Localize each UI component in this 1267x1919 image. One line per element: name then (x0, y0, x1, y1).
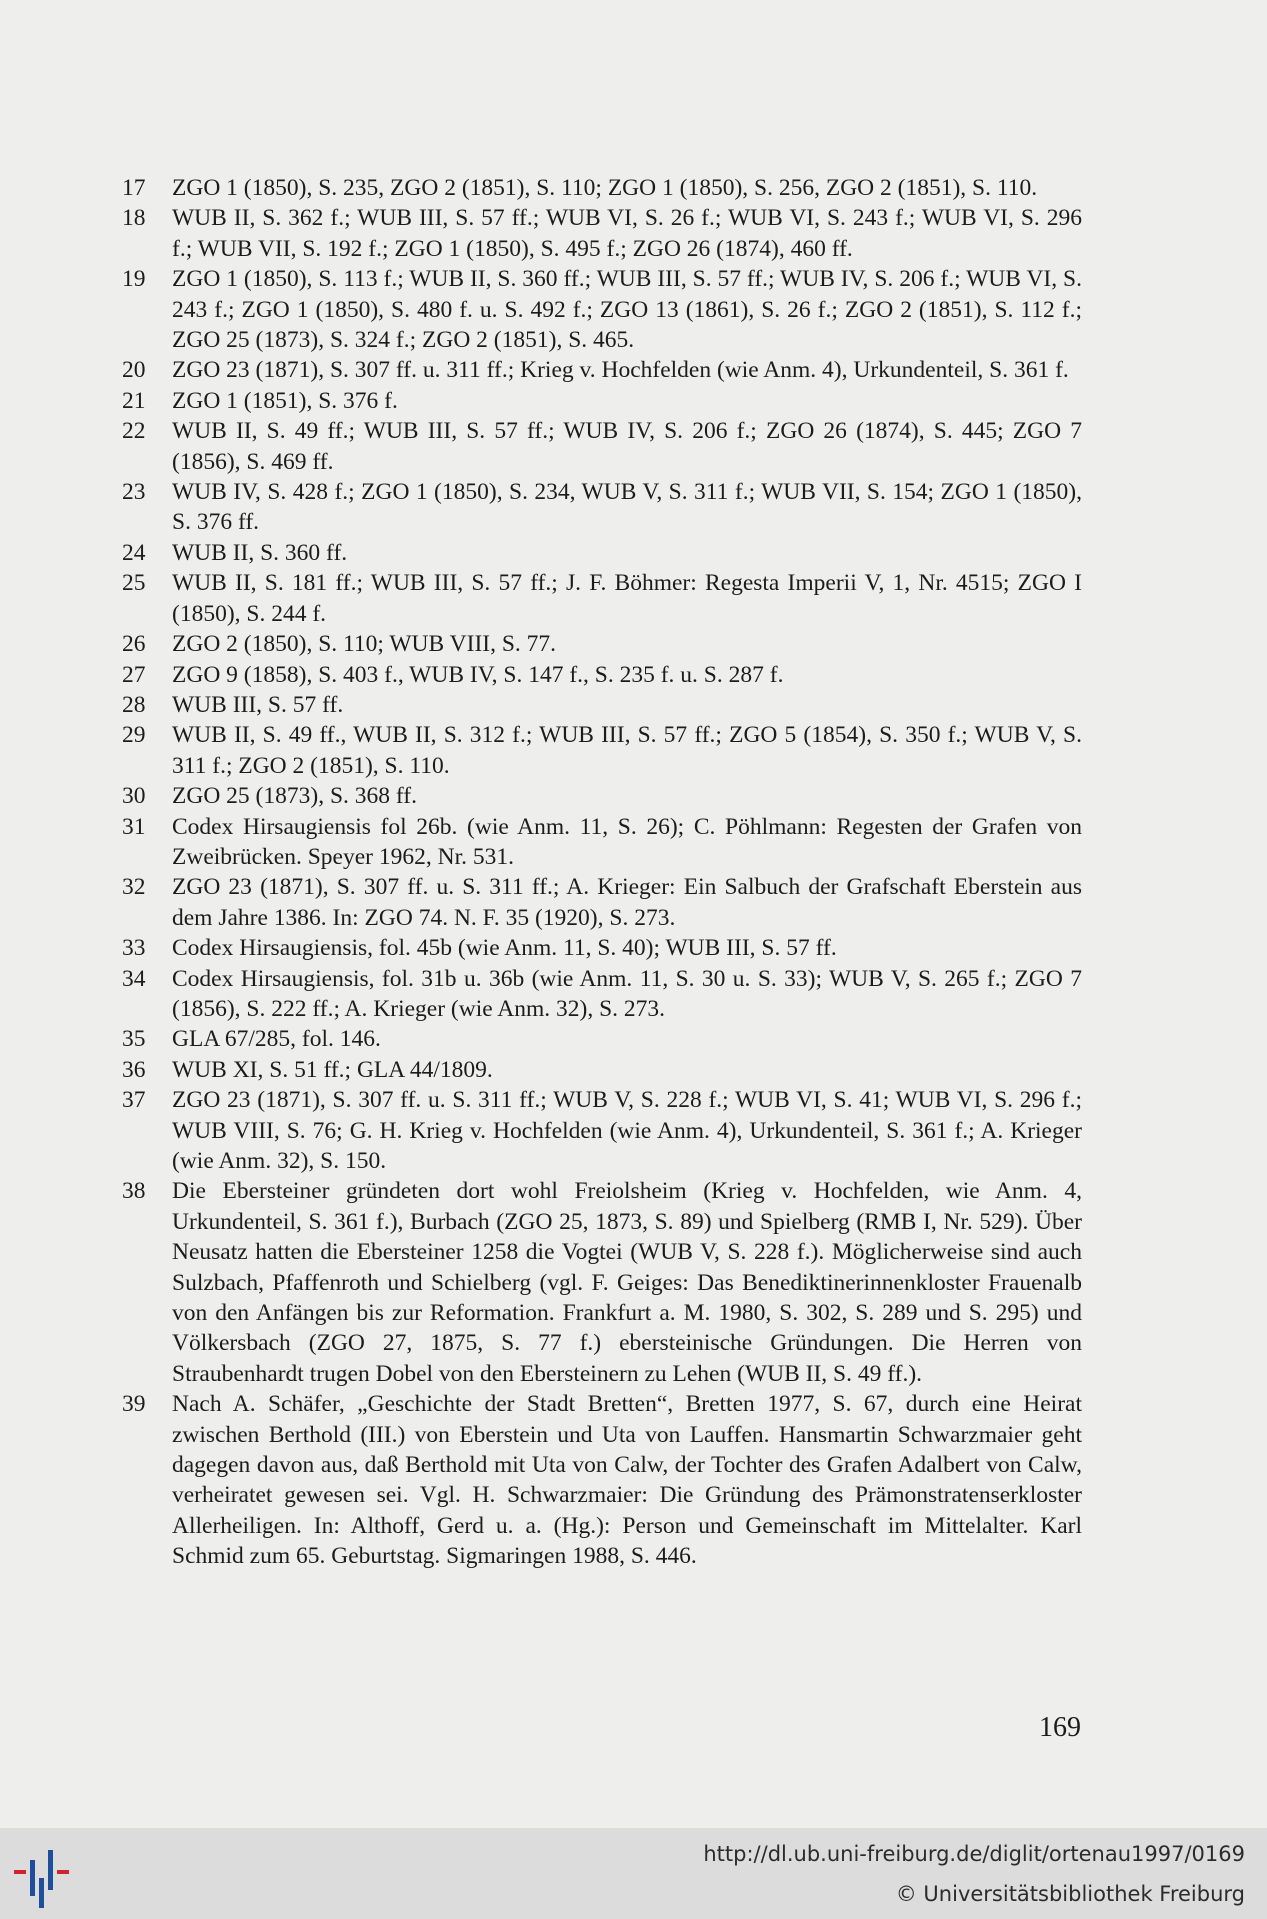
footnote-number: 20 (122, 357, 146, 384)
permalink-url[interactable]: http://dl.ub.uni-freiburg.de/diglit/ortenau1997/0169 (703, 1842, 1245, 1866)
footnote (122, 720, 1082, 781)
footnote-number: 23 (122, 479, 146, 506)
footnote-text: WUB III, S. 57 ff. (172, 691, 344, 718)
footnote-text: GLA 67/285, fol. 146. (172, 1026, 381, 1053)
ub-freiburg-logo-icon (12, 1850, 82, 1908)
page-number: 169 (1039, 1712, 1081, 1743)
footnote-text: Codex Hirsaugiensis fol 26b. (wie Anm. 11, S. 26); C. Pöhlmann: Regesten der Grafen von Zweibrücken. Speyer 1962, Nr. 531. (172, 813, 1082, 870)
footnote-text: Nach A. Schäfer, „Geschichte der Stadt Bretten“, Bretten 1977, S. 67, durch eine Heirat zwischen Berthold (III.) von Eberstein und Uta von Lauffen. Hansmartin Schwarzmaier geht dagegen davon aus, daß Berthold mit Uta von Calw, der Tochter des Grafen Adalbert von Calw, verheiratet gewesen sei. Vgl. H. Schwarzmaier: Die Gründung des Prämonstratenserkloster Allerheiligen. In: Althoff, Gerd u. a. (Hg.): Person und Gemeinschaft im Mittelalter. Karl Schmid zum 65. Geburtstag. Sigmaringen 1988, S. 446. (172, 1391, 1082, 1570)
footnote (122, 690, 1082, 720)
footnote (122, 964, 1082, 1025)
footnote (122, 355, 1082, 385)
footnote-number: 30 (122, 783, 146, 810)
library-footer (0, 1828, 1267, 1919)
footnote-text: WUB II, S. 181 ff.; WUB III, S. 57 ff.; J. F. Böhmer: Regesta Imperii V, 1, Nr. 4515; ZGO I (1850), S. 244 f. (172, 570, 1082, 627)
footnote-number: 32 (122, 874, 146, 901)
footnote-number: 17 (122, 175, 146, 201)
footnote (122, 1085, 1082, 1176)
footnote-number: 39 (122, 1391, 146, 1418)
footnote-text: ZGO 1 (1850), S. 235, ZGO 2 (1851), S. 110; ZGO 1 (1850), S. 256, ZGO 2 (1851), S. 110. (172, 175, 1038, 201)
footnote-number: 35 (122, 1026, 146, 1053)
footnote-text: ZGO 23 (1871), S. 307 ff. u. S. 311 ff.; WUB V, S. 228 f.; WUB VI, S. 41; WUB VI, S. 296 f.; WUB VIII, S. 76; G. H. Krieg v. Hochfelden (wie Anm. 4), Urkundenteil, S. 361 f.; A. Krieger (wie Anm. 32), S. 150. (172, 1087, 1082, 1174)
footnote (122, 173, 1082, 203)
footnote-number: 28 (122, 691, 146, 718)
footnote (122, 1176, 1082, 1389)
footnote-number: 33 (122, 935, 146, 962)
footnote-number: 29 (122, 722, 146, 749)
footnote-text: ZGO 1 (1850), S. 113 f.; WUB II, S. 360 ff.; WUB III, S. 57 ff.; WUB IV, S. 206 f.; WUB VI, S. 243 f.; ZGO 1 (1850), S. 480 f. u. S. 492 f.; ZGO 13 (1861), S. 26 f.; ZGO 2 (1851), S. 112 f.; ZGO 25 (1873), S. 324 f.; ZGO 2 (1851), S. 465. (172, 266, 1082, 354)
footnote (122, 660, 1082, 690)
footnote (122, 1024, 1082, 1054)
footnote (122, 477, 1082, 538)
footnote-text: Die Ebersteiner gründeten dort wohl Freiolsheim (Krieg v. Hochfelden, wie Anm. 4, Urkundenteil, S. 361 f.), Burbach (ZGO 25, 1873, S. 89) und Spielberg (RMB I, Nr. 529). Über Neusatz hatten die Ebersteiner 1258 die Vogtei (WUB V, S. 228 f.). Möglicherweise sind auch Sulzbach, Pfaffenroth und Schielberg (vgl. F. Geiges: Das Benediktinerinnenkloster Frauenalb von den Anfängen bis zur Reformation. Frankfurt a. M. 1980, S. 302, S. 289 und S. 295) und Völkersbach (ZGO 27, 1875, S. 77 f.) ebersteinische Gründungen. Die Herren von Straubenhardt trugen Dobel von den Ebersteinern zu Lehen (WUB II, S. 49 ff.). (172, 1178, 1082, 1387)
footnote (122, 629, 1082, 659)
footnote (122, 872, 1082, 933)
footnote-text: Codex Hirsaugiensis, fol. 31b u. 36b (wie Anm. 11, S. 30 u. S. 33); WUB V, S. 265 f.; ZGO 7 (1856), S. 222 ff.; A. Krieger (wie Anm. 32), S. 273. (172, 965, 1082, 1022)
footnote (122, 781, 1082, 811)
footnote (122, 1055, 1082, 1085)
footnote-number: 24 (122, 539, 146, 566)
footnote (122, 416, 1082, 477)
footnote-text: WUB II, S. 49 ff., WUB II, S. 312 f.; WUB III, S. 57 ff.; ZGO 5 (1854), S. 350 f.; WUB V, S. 311 f.; ZGO 2 (1851), S. 110. (172, 722, 1082, 779)
footnote-number: 37 (122, 1087, 146, 1114)
footnote-number: 18 (122, 205, 146, 232)
footnote (122, 1389, 1082, 1571)
footnote-number: 34 (122, 965, 146, 992)
footnote-text: ZGO 9 (1858), S. 403 f., WUB IV, S. 147 f., S. 235 f. u. S. 287 f. (172, 661, 784, 688)
footnote-number: 26 (122, 631, 146, 658)
footnote (122, 264, 1082, 355)
footnote-text: ZGO 2 (1850), S. 110; WUB VIII, S. 77. (172, 631, 557, 658)
footnote-text: WUB II, S. 362 f.; WUB III, S. 57 ff.; WUB VI, S. 26 f.; WUB VI, S. 243 f.; WUB VI, S. 296 f.; WUB VII, S. 192 f.; ZGO 1 (1850), S. 495 f.; ZGO 26 (1874), 460 ff. (172, 205, 1082, 262)
copyright-notice: © Universitätsbibliothek Freiburg (895, 1882, 1245, 1906)
footnote-text: ZGO 23 (1871), S. 307 ff. u. 311 ff.; Krieg v. Hochfelden (wie Anm. 4), Urkundenteil, S. 361 f. (172, 357, 1069, 384)
footnote (122, 933, 1082, 963)
footnote-number: 36 (122, 1056, 146, 1083)
footnote (122, 538, 1082, 568)
footnote (122, 812, 1082, 873)
footnote-number: 27 (122, 661, 146, 688)
footnote-text: WUB II, S. 360 ff. (172, 539, 348, 566)
footnote-text: WUB II, S. 49 ff.; WUB III, S. 57 ff.; WUB IV, S. 206 f.; ZGO 26 (1874), S. 445; ZGO 7 (1856), S. 469 ff. (172, 418, 1082, 475)
footnote (122, 386, 1082, 416)
footnote-number: 25 (122, 570, 146, 597)
footnote-text: WUB IV, S. 428 f.; ZGO 1 (1850), S. 234, WUB V, S. 311 f.; WUB VII, S. 154; ZGO 1 (1850), S. 376 ff. (172, 479, 1082, 536)
footnote-number: 21 (122, 387, 146, 414)
footnote-number: 38 (122, 1178, 146, 1205)
footnote-text: ZGO 25 (1873), S. 368 ff. (172, 783, 417, 810)
footnote-text: ZGO 1 (1851), S. 376 f. (172, 387, 398, 414)
footnote-text: Codex Hirsaugiensis, fol. 45b (wie Anm. 11, S. 40); WUB III, S. 57 ff. (172, 935, 837, 962)
footnote (122, 203, 1082, 264)
footnote-number: 31 (122, 813, 146, 840)
footnote-text: ZGO 23 (1871), S. 307 ff. u. S. 311 ff.; A. Krieger: Ein Salbuch der Grafschaft Eberstein aus dem Jahre 1386. In: ZGO 74. N. F. 35 (1920), S. 273. (172, 874, 1082, 931)
footnote-text: WUB XI, S. 51 ff.; GLA 44/1809. (172, 1056, 493, 1083)
footnote-number: 22 (122, 418, 146, 445)
footnote (122, 568, 1082, 629)
footnote-number: 19 (122, 266, 146, 293)
footnote-list (122, 173, 1082, 1572)
